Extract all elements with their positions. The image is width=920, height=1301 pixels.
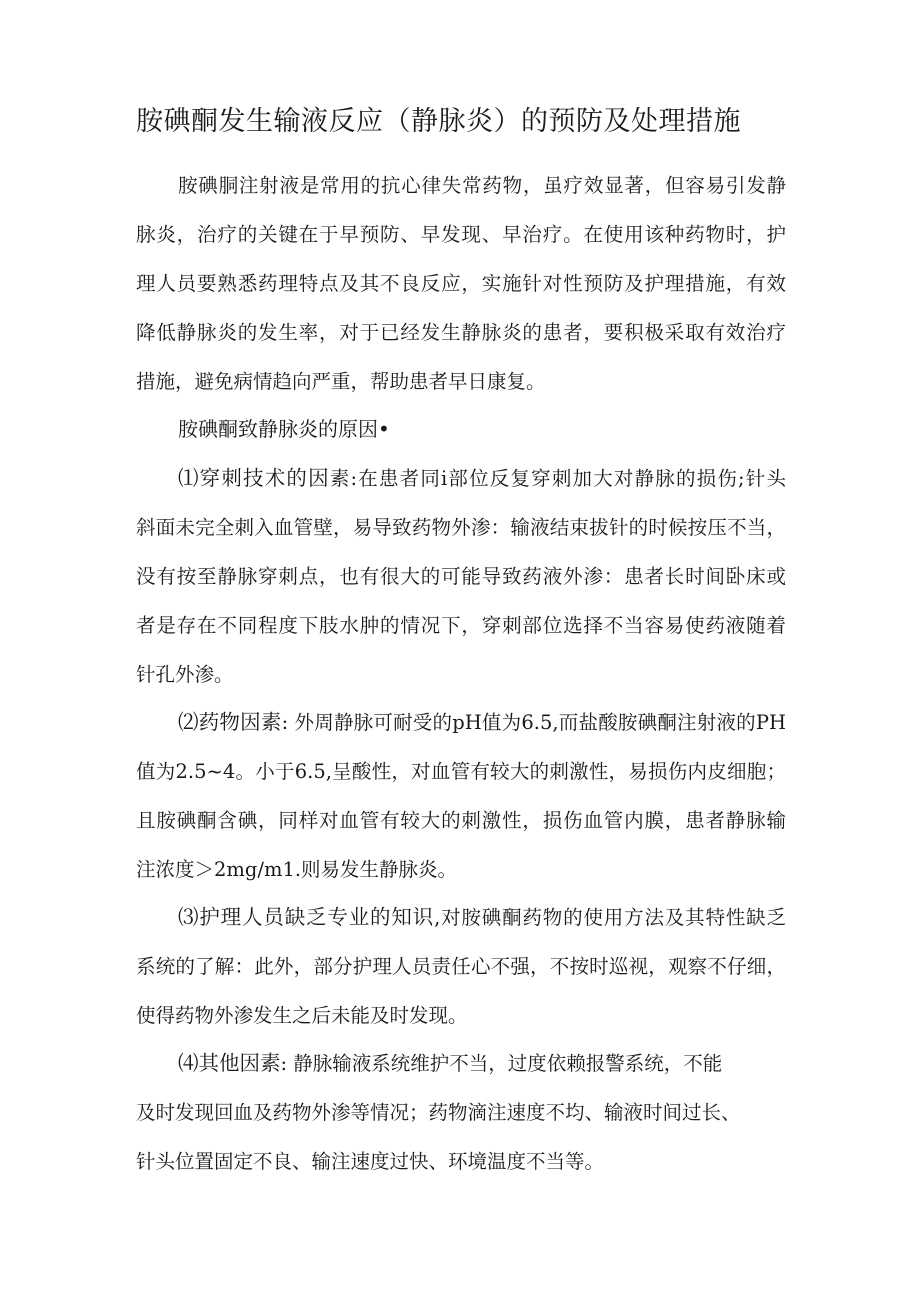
cause-text: : 外周静脉可耐受的pH值为6.5,而盐酸胺碘酮注射液的PH <box>281 711 787 734</box>
intro-paragraph <box>136 161 786 406</box>
cause-line: 针孔外渗。 <box>136 663 234 686</box>
cause-lead: ⑴穿刺技术的因 <box>178 466 330 490</box>
cause-line: 没有按至静脉穿刺点，也有很大的可能导致药液外渗：患者长时间卧床或 <box>136 565 786 588</box>
cause-lead: ⑷其他因素 <box>178 1051 281 1075</box>
cause-line <box>136 454 786 503</box>
cause-lead: ⑶护理人员缺乏专业的知识 <box>178 905 435 929</box>
cause-line: 且胺碘酮含碘，同样对血管有较大的刺激性，损伤血管内膜，患者静脉输 <box>136 809 786 832</box>
cause-paragraph-1 <box>136 454 786 699</box>
cause-text: 素:在患者同i部位反复穿刺加大对静脉的损伤;针头 <box>329 467 786 490</box>
cause-line: 使得药物外渗发生之后未能及时发现。 <box>136 1004 468 1027</box>
cause-line: 针头位置固定不良、输注速度过快、环境温度不当等。 <box>136 1150 605 1173</box>
intro-line: 脉炎，治疗的关键在于早预防、早发现、早治疗。在使用该种药物时，护 <box>136 223 786 246</box>
cause-paragraph-4 <box>136 1039 786 1186</box>
intro-line: 降低静脉炎的发生率，对于已经发生静脉炎的患者，要积极采取有效治疗 <box>136 321 786 344</box>
cause-line: 注浓度＞2mg∕m1.则易发生静脉炎。 <box>136 858 458 881</box>
cause-line <box>136 1039 786 1088</box>
cause-line: 及时发现回血及药物外渗等情况；药物滴注速度不均、输液时间过长、 <box>136 1101 741 1124</box>
cause-line: 系统的了解：此外，部分护理人员责任心不强，不按时巡视，观察不仔细， <box>136 955 786 978</box>
cause-line: 值为2.5~4。小于6.5,呈酸性，对血管有较大的刺激性，易损伤内皮细胞； <box>136 760 786 783</box>
intro-line: 措施，避免病情趋向严重，帮助患者早日康复。 <box>136 370 546 393</box>
intro-line: 理人员要熟悉药理特点及其不良反应，实施针对性预防及护理措施，有效 <box>136 272 786 295</box>
cause-line: 者是存在不同程度下肢水肿的情况下，穿刺部位选择不当容易使药液随着 <box>136 614 786 637</box>
intro-line: 胺碘胴注射液是常用的抗心律失常药物，虽疗效显著，但容易引发静 <box>178 174 786 197</box>
cause-lead: ⑵药物因素 <box>178 710 282 734</box>
cause-line <box>136 893 786 942</box>
cause-paragraph-2 <box>136 698 786 894</box>
cause-line: 斜面未完全刺入血管壁，易导致药物外渗：输液结束拔针的时候按压不当， <box>136 516 786 539</box>
cause-line <box>136 698 786 747</box>
section-heading: 胺碘酮致静脉炎的原因• <box>178 417 390 441</box>
cause-text: : 静脉输液系统维护不当，过度依赖报警系统，不能 <box>280 1052 723 1075</box>
cause-text: ,对胺碘酮药物的使用方法及其特性缺乏 <box>434 906 787 929</box>
document-title: 胺碘酮发生输液反应（静脉炎）的预防及处理措施 <box>136 106 741 137</box>
cause-paragraph-3 <box>136 893 786 1040</box>
